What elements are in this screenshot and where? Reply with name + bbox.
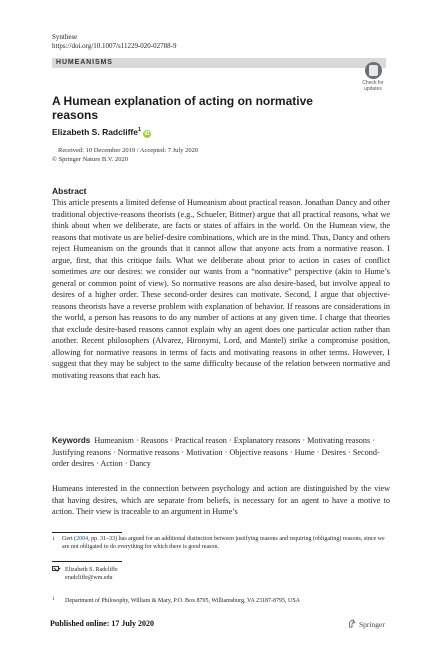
author-line <box>52 125 151 138</box>
contact-divider <box>52 561 122 562</box>
abstract-text <box>52 197 390 381</box>
footnote-1 <box>52 536 390 551</box>
keywords-block <box>52 435 390 470</box>
corresponding-author <box>52 566 390 582</box>
affiliation-text: Department of Philosophy, William & Mary, P.O. Box 8795, Williamsburg, VA 23187-8795, USA <box>65 598 301 604</box>
abstract-emphasis: are <box>90 267 101 276</box>
springer-horse-icon <box>348 619 356 628</box>
keywords-label: Keywords <box>52 436 91 445</box>
orcid-icon[interactable]: iD <box>144 130 150 137</box>
affiliation <box>52 597 390 605</box>
contact-name: Elizabeth S. Radcliffe <box>65 567 118 573</box>
abstract-part-1: This article presents a limited defense of Humeanism about practical reason. Jonathan Dancy and other traditional objective-reasons theorists (e.g., Schueler, Bittner) argue that all practical reasons, what we think about when we deliberate, are facts or states of affairs in the world. On the Humean view, the reasons that motivate us are belief-desire combinations, which are in the mind. Thus, Dancy and others reject Humeanism on the grounds that it cannot allow that anyone acts from a normative reason. I argue, first, that this critique fails. What we deliberate about prior to action in cases of conflict sometimes <box>52 198 390 276</box>
abstract-part-2: our desires: we consider our wants from a “normative” perspective (akin to Hume’s general or common point of view). So normative reasons are also desire-based, but involve appeal to desires of a higher order. These second-order desires can motivate. Second, I argue that objective-reasons theorists have a reverse problem with explanation of behavior. If reasons are considerations in the world, a person has reasons to do any number of actions at any given time. I charge that theories that exclude desire-based reasons cannot explain why an agent does one particular action rather than another. Recent philosophers (Alvarez, Hironymi, Lord, and Mantel) strike a compromise position, allowing for normative reasons in terms of facts and motivating reasons in other terms. However, I suggest that they may be subject to the same difficulty because of the relation between normative and motivating reasons that each has. <box>52 267 390 380</box>
publisher-logo <box>348 619 385 630</box>
mail-icon <box>52 566 59 571</box>
doi-link[interactable]: https://doi.org/10.1007/s11229-020-02788-9 <box>52 42 177 50</box>
check-for-updates-icon <box>365 62 382 79</box>
check-line-2: updates <box>364 85 382 92</box>
affiliation-number: 1 <box>52 597 55 602</box>
check-line-1: Check for <box>362 80 384 86</box>
author-affiliation-marker: 1 <box>137 127 142 133</box>
check-for-updates-button[interactable] <box>357 62 389 96</box>
section-label: HUMEANISMS <box>56 59 113 66</box>
author-name[interactable]: Elizabeth S. Radcliffe <box>52 126 138 137</box>
footnote-number: 1 <box>52 537 55 542</box>
body-paragraph: Humeans interested in the connection between psychology and action are distinguished by the view that having desires, which are separate from beliefs, is necessary for an agent to have a motive to action. Their view is traceable to an argument in Hume’s <box>52 484 390 516</box>
journal-name: Synthese <box>52 33 78 41</box>
publisher-name: Springer <box>359 620 385 629</box>
received-accepted-dates: Received: 10 December 2019 / Accepted: 7 July 2020 <box>58 147 199 154</box>
check-for-updates-label <box>357 81 389 92</box>
copyright-notice: © Springer Nature B.V. 2020 <box>52 156 128 163</box>
footnote-text <box>62 536 390 551</box>
published-online: Published online: 17 July 2020 <box>50 619 155 628</box>
footnote-post: , pp. 31–33) has argued for an additional distinction between justifying reasons and requiring (obligating) reasons, since we are not obligated to do everything for which there is good reason. <box>62 536 385 550</box>
abstract-heading: Abstract <box>52 186 87 196</box>
citation-link[interactable]: 2004 <box>76 536 89 542</box>
footnote-divider <box>52 532 122 533</box>
footnote-pre: Gert ( <box>62 536 77 542</box>
article-title: A Humean explanation of acting on normative reasons <box>52 94 313 122</box>
contact-email[interactable]: eradcliffe@wm.edu <box>65 575 113 581</box>
keywords-list: Humeanism · Reasons · Practical reason · Explanatory reasons · Motivating reasons · Justifying reasons · Normative reasons · Motivation · Objective reasons · Hume · Desires · Second-order desires · Action · Dancy <box>52 436 380 468</box>
